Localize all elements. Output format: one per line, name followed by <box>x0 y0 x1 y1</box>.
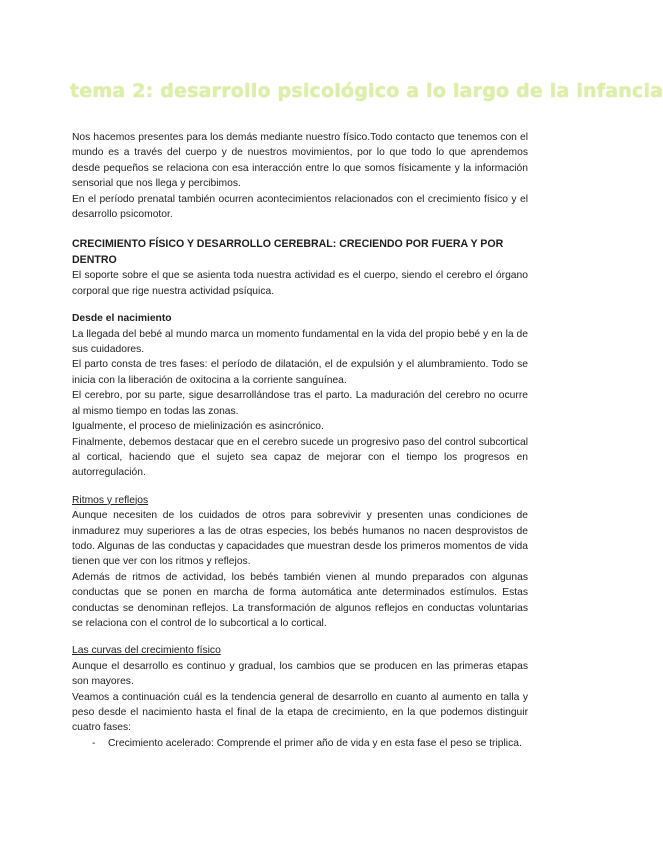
subheading-ritmos-y-reflejos: Ritmos y reflejos <box>72 494 149 506</box>
subheading-desde-el-nacimiento: Desde el nacimiento <box>72 313 172 325</box>
document-body <box>72 130 528 751</box>
phases-list <box>72 736 528 751</box>
section3-paragraph-2: Además de ritmos de actividad, los bebés también vienen al mundo preparados con algunas conductas que se ponen en marcha de forma automática ante determinados estímulos. Estas conductas se denominan reflejos. La transformación de algunos reflejos en conductas voluntarias se relaciona con el control de lo subcortical a lo cortical. <box>72 571 528 629</box>
section4-paragraph-2: Veamos a continuación cuál es la tendencia general de desarrollo en cuanto al aumento en talla y peso desde el nacimiento hasta el final de la etapa de crecimiento, en la que podemos distinguir cuatro fases: <box>72 691 528 734</box>
section2-paragraph-2: El parto consta de tres fases: el período de dilatación, el de expulsión y el alumbramiento. Todo se inicia con la liberación de oxitocina a la corriente sanguínea. <box>72 359 528 386</box>
subheading-curvas-crecimiento: Las curvas del crecimiento físico <box>72 645 221 657</box>
intro-paragraph-1: Nos hacemos presentes para los demás mediante nuestro físico.Todo contacto que tenemos con el mundo es a través del cuerpo y de nuestros movimientos, por lo que todo lo que aprendemos desde pequeños se relaciona con esa interacción entre lo que somos físicamente y la información sensorial que nos llega y percibimos. <box>72 132 528 190</box>
list-item <box>72 736 528 751</box>
section4-paragraph-1: Aunque el desarrollo es continuo y gradual, los cambios que se producen en las primeras etapas son mayores. <box>72 660 528 688</box>
section-heading-crecimiento: CRECIMIENTO FÍSICO Y DESARROLLO CEREBRAL: CRECIENDO POR FUERA Y POR DENTRO <box>72 238 504 267</box>
section3-paragraph-1: Aunque necesiten de los cuidados de otros para sobrevivir y presenten unas condiciones de inmadurez muy superiores a las de otras especies, los bebés humanos no nacen desprovistos de todo. Algunas de las conductas y capacidades que muestran desde los primeros momentos de vida tienen que ver con los ritmos y reflejos. <box>72 510 528 568</box>
section2-paragraph-5: Finalmente, debemos destacar que en el cerebro sucede un progresivo paso del control subcortical al cortical, haciendo que el sujeto sea capaz de mejorar con el tiempo los progresos en autorregulación. <box>72 436 528 479</box>
document-title: tema 2: desarrollo psicológico a lo largo de la infancia <box>70 80 663 102</box>
section2-paragraph-4: Igualmente, el proceso de mielinización es asincrónico. <box>72 421 324 433</box>
section2-paragraph-1: La llegada del bebé al mundo marca un momento fundamental en la vida del propio bebé y en la de sus cuidadores. <box>72 328 528 356</box>
list-bullet: - <box>92 737 96 749</box>
section1-paragraph: El soporte sobre el que se asienta toda nuestra actividad es el cuerpo, siendo el cerebro el órgano corporal que rige nuestra actividad psíquica. <box>72 270 528 297</box>
intro-paragraph-2: En el período prenatal también ocurren acontecimientos relacionados con el crecimiento físico y el desarrollo psicomotor. <box>72 193 528 221</box>
list-item-text: Crecimiento acelerado: Comprende el primer año de vida y en esta fase el peso se triplica. <box>108 737 522 749</box>
section2-paragraph-3: El cerebro, por su parte, sigue desarrollándose tras el parto. La maduración del cerebro no ocurre al mismo tiempo en todas las zonas. <box>72 390 528 417</box>
